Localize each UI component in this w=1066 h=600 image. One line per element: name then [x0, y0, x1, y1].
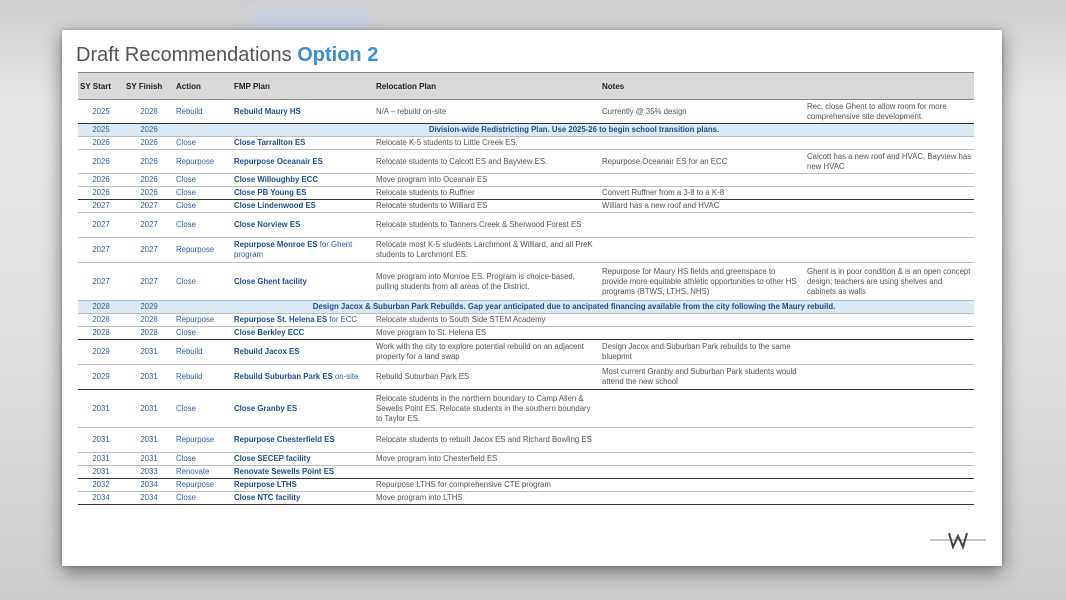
cell-fmp-plan [232, 174, 374, 187]
cell-extra [805, 200, 974, 213]
cell-sy-finish: 2028 [124, 327, 174, 340]
cell-sy-finish: 2031 [124, 340, 174, 365]
table-row [78, 327, 974, 340]
cell-extra: Calcott has a new roof and HVAC, Bayview has new HVAC [805, 150, 974, 174]
cell-relocation-plan [374, 466, 600, 479]
cell-sy-finish: 2027 [124, 238, 174, 263]
header-fmp-plan: FMP Plan [232, 73, 374, 100]
cell-relocation-plan: Relocate K-5 students to Little Creek ES. [374, 137, 600, 150]
cell-sy-start: 2026 [78, 174, 124, 187]
table-row [78, 263, 974, 301]
cell-sy-start: 2027 [78, 263, 124, 301]
cell-sy-finish: 2026 [124, 150, 174, 174]
table-row [78, 428, 974, 453]
cell-extra [805, 365, 974, 390]
cell-relocation-plan: Move program into Oceanair ES [374, 174, 600, 187]
cell-action: Rebuild [174, 100, 232, 124]
cell-action: Close [174, 200, 232, 213]
cell-extra [805, 340, 974, 365]
cell-relocation-plan: Relocate most K-5 students Larchmont & Williard, and all PreK students to Larchmont ES. [374, 238, 600, 263]
table-row [78, 340, 974, 365]
cell-sy-start: 2028 [78, 327, 124, 340]
cell-fmp-plan [232, 150, 374, 174]
fmp-plan-name: Close SECEP facility [234, 454, 311, 463]
cell-sy-finish: 2031 [124, 428, 174, 453]
cell-fmp-plan [232, 340, 374, 365]
cell-relocation-plan: Relocate students to rebuilt Jacox ES and Richard Bowling ES [374, 428, 600, 453]
cell-action: Repurpose [174, 428, 232, 453]
cell-extra [805, 492, 974, 505]
cell-sy-finish: 2028 [124, 314, 174, 327]
fmp-plan-name: Close NTC facility [234, 493, 301, 502]
cell-action: Close [174, 453, 232, 466]
header-relocation-plan: Relocation Plan [374, 73, 600, 100]
cell-relocation-plan: Relocate students to Tanners Creek & Sherwood Forest ES [374, 213, 600, 238]
cell-sy-finish: 2031 [124, 453, 174, 466]
cell-sy-finish: 2026 [124, 187, 174, 200]
cell-fmp-plan [232, 187, 374, 200]
cell-sy-start: 2031 [78, 466, 124, 479]
fmp-plan-name: Rebuild Suburban Park ES [234, 372, 333, 381]
cell-action: Close [174, 327, 232, 340]
cell-sy-start: 2025 [78, 124, 124, 137]
cell-notes [600, 428, 805, 453]
cell-extra [805, 174, 974, 187]
fmp-plan-name: Close Willoughby ECC [234, 175, 318, 184]
cell-relocation-plan: Work with the city to explore potential rebuild on an adjacent property for a land swap [374, 340, 600, 365]
cell-extra [805, 453, 974, 466]
cell-extra [805, 390, 974, 428]
cell-relocation-plan: Repurpose LTHS for comprehensive CTE program [374, 479, 600, 492]
cell-sy-finish: 2034 [124, 479, 174, 492]
cell-action: Repurpose [174, 479, 232, 492]
cell-notes: Williard has a new roof and HVAC [600, 200, 805, 213]
cell-sy-start: 2034 [78, 492, 124, 505]
cell-fmp-plan [232, 100, 374, 124]
w-logo-icon [930, 530, 986, 550]
table-row [78, 187, 974, 200]
cell-extra [805, 187, 974, 200]
fmp-plan-name: Close Lindenwood ES [234, 201, 316, 210]
table-row [78, 466, 974, 479]
cell-relocation-plan: N/A – rebuild on-site [374, 100, 600, 124]
cell-extra: Rec. close Ghent to allow room for more comprehensive site development. [805, 100, 974, 124]
cell-banner-text: Design Jacox & Suburban Park Rebuilds. Gap year anticipated due to ancipated financing available from the city following the Maury rebuild. [174, 301, 974, 314]
cell-relocation-plan: Rebuild Suburban Park ES [374, 365, 600, 390]
table-row [78, 492, 974, 505]
cell-notes: Most current Granby and Suburban Park students would attend the new school [600, 365, 805, 390]
cell-sy-start: 2029 [78, 340, 124, 365]
cell-sy-start: 2026 [78, 137, 124, 150]
header-extra [805, 73, 974, 100]
cell-relocation-plan: Relocate students to South Side STEM Academy [374, 314, 600, 327]
cell-sy-finish: 2027 [124, 213, 174, 238]
cell-fmp-plan [232, 137, 374, 150]
cell-notes [600, 238, 805, 263]
fmp-plan-suffix: for Ghent program [234, 240, 353, 259]
cell-extra [805, 213, 974, 238]
fmp-plan-name: Repurpose Chesterfield ES [234, 435, 335, 444]
table-row [78, 200, 974, 213]
cell-relocation-plan: Move program to St. Helena ES [374, 327, 600, 340]
cell-notes [600, 174, 805, 187]
cell-sy-start: 2029 [78, 365, 124, 390]
cell-fmp-plan [232, 263, 374, 301]
cell-notes: Design Jacox and Suburban Park rebuilds to the same blueprint [600, 340, 805, 365]
header-notes: Notes [600, 73, 805, 100]
cell-sy-finish: 2027 [124, 263, 174, 301]
cell-fmp-plan [232, 492, 374, 505]
cell-action: Close [174, 174, 232, 187]
title-accent: Option 2 [297, 44, 379, 66]
cell-sy-start: 2027 [78, 213, 124, 238]
cell-action: Renovate [174, 466, 232, 479]
table-row [78, 213, 974, 238]
fmp-plan-suffix: on-site [332, 372, 359, 381]
cell-action: Rebuild [174, 340, 232, 365]
cell-fmp-plan [232, 428, 374, 453]
cell-extra [805, 238, 974, 263]
cell-extra [805, 137, 974, 150]
cell-sy-finish: 2033 [124, 466, 174, 479]
cell-action: Repurpose [174, 314, 232, 327]
fmp-plan-name: Close Ghent facility [234, 276, 307, 286]
cell-notes [600, 492, 805, 505]
fmp-plan-name: Repurpose LTHS [234, 480, 297, 489]
fmp-plan-name: Rebuild Maury HS [234, 106, 301, 116]
table-banner-row [78, 301, 974, 314]
cell-sy-start: 2026 [78, 187, 124, 200]
cell-sy-finish: 2026 [124, 137, 174, 150]
table-banner-row [78, 124, 974, 137]
cell-sy-finish: 2031 [124, 390, 174, 428]
cell-sy-start: 2027 [78, 238, 124, 263]
cell-notes: Currently @ 35% design [600, 100, 805, 124]
fmp-plan-name: Close Granby ES [234, 403, 298, 413]
cell-action: Close [174, 390, 232, 428]
cell-extra [805, 327, 974, 340]
cell-notes [600, 479, 805, 492]
cell-sy-start: 2028 [78, 314, 124, 327]
cell-relocation-plan: Move program into LTHS [374, 492, 600, 505]
cell-extra: Ghent is in poor condition & is an open concept design; teachers are using shelves and cabinets as walls [805, 263, 974, 301]
cell-action: Rebuild [174, 365, 232, 390]
cell-sy-finish: 2031 [124, 365, 174, 390]
cell-relocation-plan: Relocate students to Calcott ES and Bayview ES. [374, 150, 600, 174]
cell-fmp-plan [232, 238, 374, 263]
cell-relocation-plan: Move program into Chesterfield ES [374, 453, 600, 466]
cell-action: Close [174, 213, 232, 238]
cell-extra [805, 428, 974, 453]
cell-action: Close [174, 187, 232, 200]
cell-fmp-plan [232, 213, 374, 238]
cell-extra [805, 466, 974, 479]
table-body [78, 100, 974, 505]
cell-fmp-plan [232, 365, 374, 390]
cell-relocation-plan: Move program into Monroe ES. Program is choice-based, pulling students from all areas of the District. [374, 263, 600, 301]
fmp-plan-name: Repurpose Monroe ES [234, 240, 318, 249]
header-sy-finish: SY Finish [124, 73, 174, 100]
cell-extra [805, 479, 974, 492]
cell-extra [805, 314, 974, 327]
table-row [78, 100, 974, 124]
cell-sy-start: 2026 [78, 150, 124, 174]
slide [62, 30, 1002, 566]
fmp-plan-name: Repurpose St. Helena ES [234, 315, 328, 324]
fmp-plan-name: Close Tarrallton ES [234, 138, 306, 147]
cell-notes [600, 390, 805, 428]
cell-fmp-plan [232, 314, 374, 327]
table-row [78, 365, 974, 390]
recommendations-table [78, 72, 974, 505]
cell-sy-finish: 2026 [124, 174, 174, 187]
cell-notes [600, 213, 805, 238]
table-row [78, 150, 974, 174]
cell-sy-finish: 2027 [124, 200, 174, 213]
cell-fmp-plan [232, 390, 374, 428]
cell-sy-start: 2032 [78, 479, 124, 492]
cell-sy-start: 2031 [78, 453, 124, 466]
cell-relocation-plan: Relocate students to Ruffner [374, 187, 600, 200]
cell-fmp-plan [232, 466, 374, 479]
cell-notes [600, 314, 805, 327]
table-row [78, 137, 974, 150]
cell-action: Close [174, 263, 232, 301]
title-main: Draft Recommendations [76, 44, 292, 66]
cell-sy-start: 2031 [78, 390, 124, 428]
table-row [78, 479, 974, 492]
header-sy-start: SY Start [78, 73, 124, 100]
cell-sy-start: 2027 [78, 200, 124, 213]
table-row [78, 453, 974, 466]
table-row [78, 174, 974, 187]
cell-sy-start: 2031 [78, 428, 124, 453]
cell-banner-text: Division-wide Redistricting Plan. Use 2025-26 to begin school transition plans. [174, 124, 974, 137]
cell-notes: Repurpose for Maury HS fields and greenspace to provide more equitable athletic opportunities to other HS programs (BTWS, LTHS, NHS) [600, 263, 805, 301]
table-row [78, 314, 974, 327]
table-row [78, 390, 974, 428]
cell-relocation-plan: Relocate students in the northern boundary to Camp Allen & Sewells Point ES. Relocate students in the southern boundary to Taylor ES. [374, 390, 600, 428]
cell-action: Close [174, 492, 232, 505]
cell-notes [600, 137, 805, 150]
cell-fmp-plan [232, 200, 374, 213]
cell-fmp-plan [232, 453, 374, 466]
fmp-plan-name: Close Norview ES [234, 220, 301, 229]
fmp-plan-name: Renovate Sewells Point ES [234, 467, 335, 476]
cell-relocation-plan: Relocate students to Williard ES [374, 200, 600, 213]
cell-sy-finish: 2028 [124, 100, 174, 124]
fmp-plan-name: Close Berkley ECC [234, 328, 305, 337]
cell-sy-start: 2025 [78, 100, 124, 124]
cell-fmp-plan [232, 479, 374, 492]
cell-notes: Repurpose Oceanair ES for an ECC [600, 150, 805, 174]
fmp-plan-suffix: for ECC [327, 315, 358, 324]
cell-sy-finish: 2026 [124, 124, 174, 137]
cell-action: Close [174, 137, 232, 150]
cell-sy-start: 2028 [78, 301, 124, 314]
cell-action: Repurpose [174, 150, 232, 174]
cell-sy-finish: 2034 [124, 492, 174, 505]
cell-notes: Convert Ruffner from a 3-8 to a K-8 [600, 187, 805, 200]
cell-sy-finish: 2029 [124, 301, 174, 314]
cell-notes [600, 466, 805, 479]
table-header-row [78, 73, 974, 100]
table-row [78, 238, 974, 263]
fmp-plan-name: Repurpose Oceanair ES [234, 156, 323, 166]
cell-notes [600, 327, 805, 340]
fmp-plan-name: Rebuild Jacox ES [234, 347, 300, 356]
slide-title [76, 44, 378, 67]
cell-notes [600, 453, 805, 466]
header-action: Action [174, 73, 232, 100]
fmp-plan-name: Close PB Young ES [234, 188, 307, 197]
cell-action: Repurpose [174, 238, 232, 263]
cell-fmp-plan [232, 327, 374, 340]
